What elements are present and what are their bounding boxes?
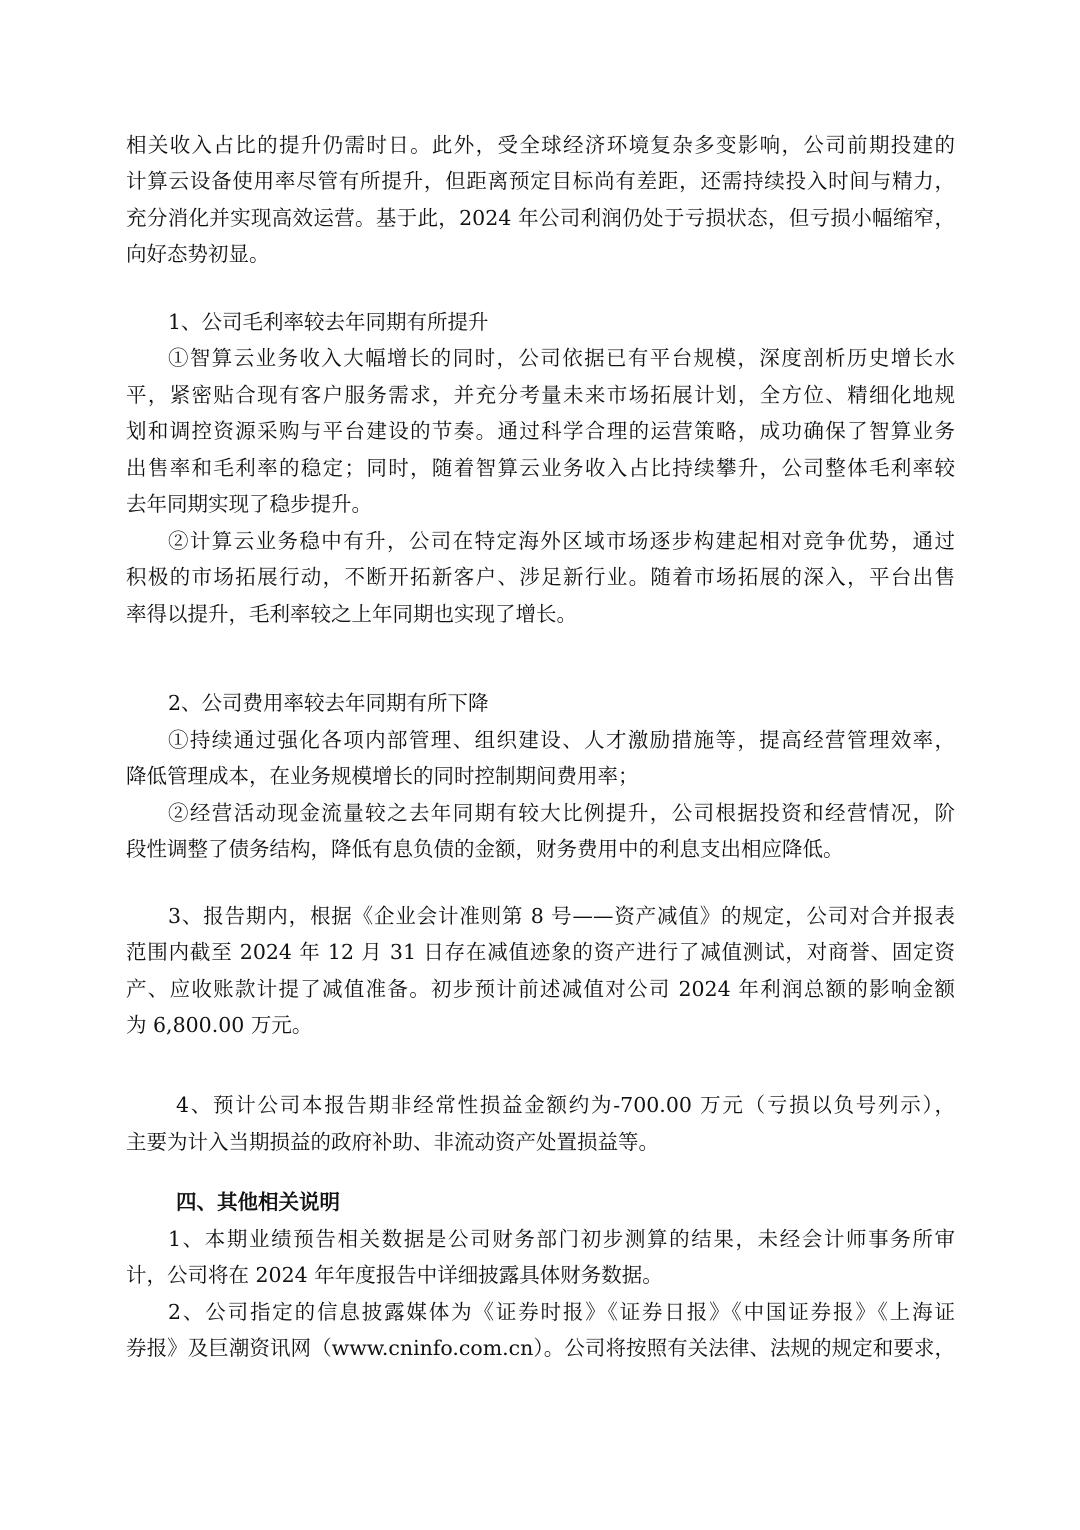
paragraph-line: ②经营活动现金流量较之去年同期有较大比例提升，公司根据投资和经营情况，阶 (168, 801, 955, 825)
paragraph-line: 券报》及巨潮资讯网（www.cninfo.com.cn）。公司将按照有关法律、法规的规定和要求， (126, 1336, 955, 1360)
paragraph-line: 范围内截至 2024 年 12 月 31 日存在减值迹象的资产进行了减值测试，对商誉、固定资 (126, 940, 955, 964)
paragraph-line: 平，紧密贴合现有客户服务需求，并充分考量未来市场拓展计划，全方位、精细化地规 (126, 383, 955, 407)
paragraph-line: 3、报告期内，根据《企业会计准则第 8 号——资产减值》的规定，公司对合并报表 (168, 904, 955, 928)
paragraph-line: 2、公司指定的信息披露媒体为《证券时报》《证券日报》《中国证券报》《上海证 (168, 1300, 955, 1324)
part-heading-other-notes: 四、其他相关说明 (176, 1190, 340, 1214)
paragraph-line: 段性调整了债务结构，降低有息负债的金额，财务费用中的利息支出相应降低。 (126, 837, 844, 861)
paragraph-line: 出售率和毛利率的稳定；同时，随着智算云业务收入占比持续攀升，公司整体毛利率较 (126, 456, 955, 480)
paragraph-line: 为 6,800.00 万元。 (126, 1013, 313, 1037)
section-heading-expense-ratio: 2、公司费用率较去年同期有所下降 (168, 691, 489, 715)
section-heading-gross-margin: 1、公司毛利率较去年同期有所提升 (168, 310, 489, 334)
paragraph-line: 产、应收账款计提了减值准备。初步预计前述减值对公司 2024 年利润总额的影响金额 (126, 977, 955, 1001)
paragraph-line: 率得以提升，毛利率较之上年同期也实现了增长。 (126, 602, 577, 626)
paragraph-line: 1、本期业绩预告相关数据是公司财务部门初步测算的结果，未经会计师事务所审 (168, 1227, 955, 1251)
paragraph-line: 相关收入占比的提升仍需时日。此外，受全球经济环境复杂多变影响，公司前期投建的 (126, 133, 955, 157)
paragraph-line: 积极的市场拓展行动，不断开拓新客户、涉足新行业。随着市场拓展的深入，平台出售 (126, 565, 955, 589)
paragraph-line: ①持续通过强化各项内部管理、组织建设、人才激励措施等，提高经营管理效率， (168, 728, 955, 752)
paragraph-line: 计，公司将在 2024 年年度报告中详细披露具体财务数据。 (126, 1263, 663, 1287)
paragraph-line: 划和调控资源采购与平台建设的节奏。通过科学合理的运营策略，成功确保了智算业务 (126, 419, 955, 443)
paragraph-line: 计算云设备使用率尽管有所提升，但距离预定目标尚有差距，还需持续投入时间与精力， (126, 169, 955, 193)
paragraph-line: 充分消化并实现高效运营。基于此，2024 年公司利润仍处于亏损状态，但亏损小幅缩窄， (126, 206, 955, 230)
paragraph-line: 降低管理成本，在业务规模增长的同时控制期间费用率； (126, 764, 639, 788)
paragraph-line: 主要为计入当期损益的政府补助、非流动资产处置损益等。 (126, 1130, 659, 1154)
paragraph-line: 4、预计公司本报告期非经常性损益金额约为-700.00 万元（亏损以负号列示）， (176, 1093, 955, 1117)
paragraph-line: 去年同期实现了稳步提升。 (126, 492, 372, 516)
paragraph-line: ①智算云业务收入大幅增长的同时，公司依据已有平台规模，深度剖析历史增长水 (168, 346, 955, 370)
paragraph-line: 向好态势初显。 (126, 242, 270, 266)
paragraph-line: ②计算云业务稳中有升，公司在特定海外区域市场逐步构建起相对竞争优势，通过 (168, 529, 955, 553)
